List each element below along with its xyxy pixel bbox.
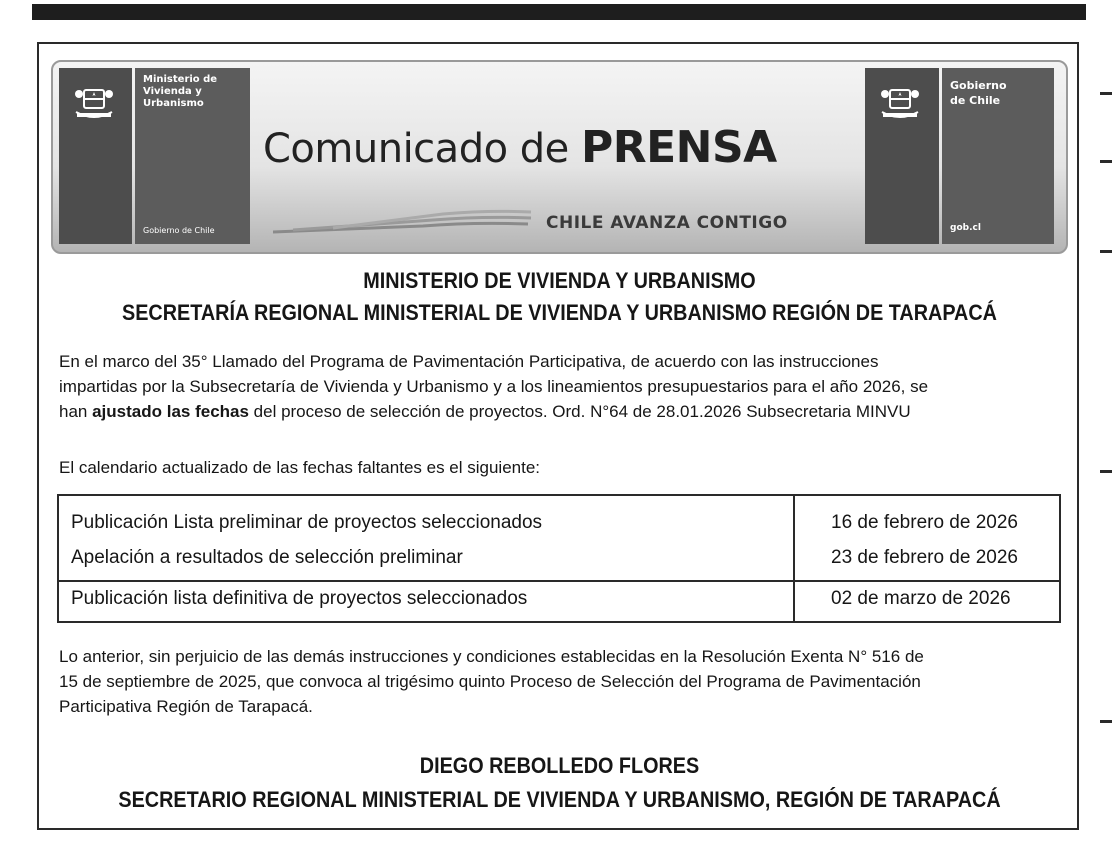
calendar-event: Publicación lista definitiva de proyectos seleccionados — [71, 588, 528, 609]
coat-of-arms-icon — [73, 82, 115, 122]
signatory-name: DIEGO REBOLLEDO FLORES — [419, 753, 700, 778]
government-logo-text: Gobierno de Chile — [950, 79, 1007, 107]
table-column-divider — [793, 496, 795, 621]
ministry-heading: MINISTERIO DE VIVIENDA Y URBANISMO — [363, 268, 756, 293]
intro-text: han — [59, 402, 93, 421]
seremi-heading: SECRETARÍA REGIONAL MINISTERIAL DE VIVIENDA Y URBANISMO REGIÓN DE TARAPACÁ — [122, 300, 997, 325]
page-edge-mark — [1100, 160, 1112, 163]
calendar-date: 23 de febrero de 2026 — [831, 547, 1018, 568]
page-edge-mark — [1100, 92, 1112, 95]
closing-paragraph — [59, 644, 1051, 719]
calendar-event: Apelación a resultados de selección preliminar — [71, 547, 463, 568]
coat-of-arms-icon — [879, 82, 921, 122]
government-logo-footer: gob.cl — [950, 223, 981, 233]
intro-line — [59, 399, 1051, 424]
intro-emphasis: ajustado las fechas — [92, 402, 249, 421]
tagline: CHILE AVANZA CONTIGO — [546, 213, 788, 233]
swoosh-lines-icon — [273, 204, 533, 234]
calendar-intro: El calendario actualizado de las fechas faltantes es el siguiente: — [59, 458, 541, 477]
calendar-table — [57, 494, 1061, 623]
press-banner — [51, 60, 1068, 254]
intro-text: del proceso de selección de proyectos. Ord. N°64 de 28.01.2026 Subsecretaria MINVU — [248, 402, 911, 421]
intro-line: En el marco del 35° Llamado del Programa de Pavimentación Participativa, de acuerdo con las instrucciones — [59, 352, 879, 371]
press-title-light: Comunicado de — [263, 126, 569, 172]
calendar-event: Publicación Lista preliminar de proyectos seleccionados — [71, 512, 543, 533]
page-edge-mark — [1100, 720, 1112, 723]
intro-paragraph — [59, 349, 1051, 424]
signatory-title: SECRETARIO REGIONAL MINISTERIAL DE VIVIENDA Y URBANISMO, REGIÓN DE TARAPACÁ — [118, 787, 1001, 812]
intro-line: impartidas por la Subsecretaría de Vivienda y Urbanismo y a los lineamientos presupuestarios para el año 2026, se — [59, 377, 929, 396]
calendar-date: 02 de marzo de 2026 — [831, 588, 1011, 609]
closing-line: Participativa Región de Tarapacá. — [59, 697, 313, 716]
calendar-date: 16 de febrero de 2026 — [831, 512, 1018, 533]
top-black-bar — [32, 4, 1086, 20]
ministry-logo-text: Ministerio de Vivienda y Urbanismo — [143, 74, 218, 109]
closing-line: 15 de septiembre de 2025, que convoca al trigésimo quinto Proceso de Selección del Programa de Pavimentación — [59, 672, 921, 691]
press-title — [263, 122, 843, 173]
table-row-divider — [59, 580, 1059, 582]
ministry-logo-footer: Gobierno de Chile — [143, 226, 215, 235]
page-edge-mark — [1100, 470, 1112, 473]
closing-line: Lo anterior, sin perjuicio de las demás instrucciones y condiciones establecidas en la Resolución Exenta N° 516 de — [59, 647, 924, 666]
page-edge-mark — [1100, 250, 1112, 253]
press-title-bold: PRENSA — [580, 122, 777, 173]
